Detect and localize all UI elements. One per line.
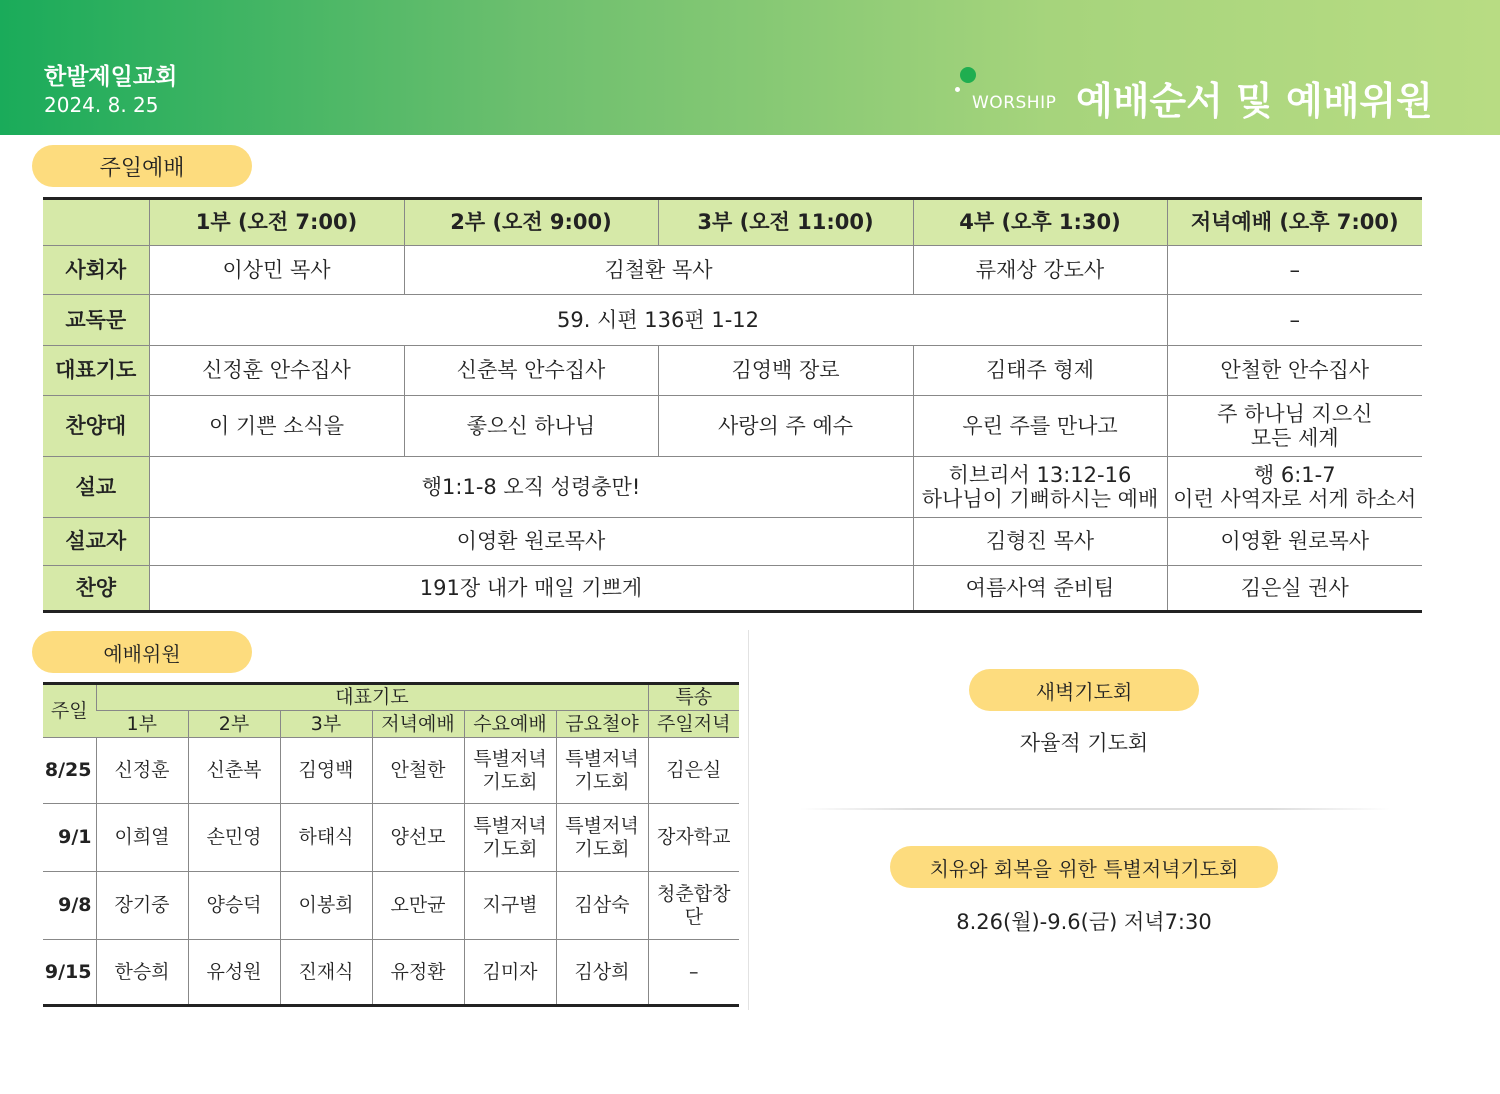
cell: 김미자 — [464, 940, 556, 1006]
cell-line: 히브리서 13:12-16 — [948, 462, 1132, 487]
table-row — [43, 872, 739, 940]
header-special: 특송 — [648, 684, 739, 711]
table-row — [43, 246, 1422, 295]
cell — [1167, 457, 1422, 518]
cell-line: 행 6:1-7 — [1253, 462, 1336, 487]
sunday-worship-label: 주일예배 — [32, 145, 252, 187]
special-prayer-text: 8.26(월)-9.6(금) 저녁7:30 — [956, 910, 1212, 934]
cell-line: 모든 세계 — [1250, 426, 1339, 450]
cell: 양선모 — [372, 804, 464, 872]
cell: 손민영 — [188, 804, 280, 872]
col-header-3: 3부 (오전 11:00) — [658, 199, 913, 246]
row-label-leader: 사회자 — [43, 246, 149, 295]
col-header: 수요예배 — [464, 711, 556, 738]
cell: – — [1167, 246, 1422, 295]
row-date: 9/1 — [43, 804, 96, 872]
cell: 김형진 목사 — [913, 518, 1167, 566]
committee-label: 예배위원 — [32, 631, 252, 673]
table-row — [43, 518, 1422, 566]
col-header: 2부 — [188, 711, 280, 738]
row-label-prayer: 대표기도 — [43, 346, 149, 396]
col-header: 금요철야 — [556, 711, 648, 738]
table-row — [43, 566, 1422, 612]
cell: 신춘복 — [188, 738, 280, 804]
cell: 유성원 — [188, 940, 280, 1006]
cell-line: 특별저녁 — [473, 814, 547, 837]
cell: 191장 내가 매일 기쁘게 — [149, 566, 913, 612]
cell: 김은실 권사 — [1167, 566, 1422, 612]
header-banner — [0, 0, 1500, 135]
committee-table — [43, 682, 739, 1007]
cell: 좋으신 하나님 — [404, 396, 658, 457]
page-title: 예배순서 및 예배위원 — [1076, 79, 1433, 123]
cell: 지구별 — [464, 872, 556, 940]
col-header: 저녁예배 — [372, 711, 464, 738]
bulletin-date: 2024. 8. 25 — [44, 93, 159, 117]
row-date: 8/25 — [43, 738, 96, 804]
cell: 김태주 형제 — [913, 346, 1167, 396]
cell-line: 기도회 — [482, 837, 538, 860]
white-dot-icon — [955, 87, 960, 92]
cell: 김영백 — [280, 738, 372, 804]
cell — [913, 457, 1167, 518]
cell: 이봉희 — [280, 872, 372, 940]
horizontal-divider — [800, 808, 1390, 810]
col-header: 1부 — [96, 711, 188, 738]
cell: 유정환 — [372, 940, 464, 1006]
cell: 이영환 원로목사 — [149, 518, 913, 566]
cell-line: 하나님이 기뻐하시는 예배 — [921, 487, 1159, 511]
table-row — [43, 457, 1422, 518]
cell-line: 기도회 — [574, 770, 630, 793]
cell — [556, 738, 648, 804]
table-row — [43, 738, 739, 804]
cell-line: 특별저녁 — [565, 747, 639, 770]
cell: 사랑의 주 예수 — [658, 396, 913, 457]
table-row — [43, 346, 1422, 396]
cell: 양승덕 — [188, 872, 280, 940]
green-dot-icon — [960, 67, 976, 83]
cell: 장자학교 — [648, 804, 739, 872]
col-header-1: 1부 (오전 7:00) — [149, 199, 404, 246]
cell: 진재식 — [280, 940, 372, 1006]
cell: 김철환 목사 — [404, 246, 913, 295]
header-sunday: 주일 — [43, 684, 96, 738]
table-row — [43, 396, 1422, 457]
cell: – — [1167, 295, 1422, 346]
cell: 김영백 장로 — [658, 346, 913, 396]
row-date: 9/15 — [43, 940, 96, 1006]
row-label-preacher: 설교자 — [43, 518, 149, 566]
cell — [464, 738, 556, 804]
col-header-5: 저녁예배 (오후 7:00) — [1167, 199, 1422, 246]
dawn-prayer-label: 새벽기도회 — [969, 669, 1199, 711]
cell: – — [648, 940, 739, 1006]
vertical-divider — [748, 630, 749, 1010]
row-label-choir: 찬양대 — [43, 396, 149, 457]
row-date: 9/8 — [43, 872, 96, 940]
row-label-hymn: 찬양 — [43, 566, 149, 612]
cell — [464, 804, 556, 872]
cell: 신정훈 안수집사 — [149, 346, 404, 396]
worship-label-en: WORSHIP — [972, 93, 1057, 113]
cell: 신춘복 안수집사 — [404, 346, 658, 396]
table-row — [43, 940, 739, 1006]
corner-cell — [43, 199, 149, 246]
cell — [1167, 396, 1422, 457]
cell-line: 특별저녁 — [565, 814, 639, 837]
col-header: 주일저녁 — [648, 711, 739, 738]
table-row — [43, 295, 1422, 346]
header-prayer: 대표기도 — [96, 684, 648, 711]
cell: 하태식 — [280, 804, 372, 872]
cell: 이희열 — [96, 804, 188, 872]
cell: 59. 시편 136편 1-12 — [149, 295, 1167, 346]
cell: 우린 주를 만나고 — [913, 396, 1167, 457]
cell: 안철한 — [372, 738, 464, 804]
sunday-worship-table — [43, 197, 1422, 613]
cell: 류재상 강도사 — [913, 246, 1167, 295]
row-label-sermon: 설교 — [43, 457, 149, 518]
cell-line: 특별저녁 — [473, 747, 547, 770]
cell: 신정훈 — [96, 738, 188, 804]
cell: 여름사역 준비팀 — [913, 566, 1167, 612]
special-prayer-label: 치유와 회복을 위한 특별저녁기도회 — [890, 846, 1278, 888]
col-header-2: 2부 (오전 9:00) — [404, 199, 658, 246]
cell: 안철한 안수집사 — [1167, 346, 1422, 396]
row-label-reading: 교독문 — [43, 295, 149, 346]
cell-line: 주 하나님 지으신 — [1217, 401, 1373, 426]
cell: 한승희 — [96, 940, 188, 1006]
cell: 행1:1-8 오직 성령충만! — [149, 457, 913, 518]
cell: 장기중 — [96, 872, 188, 940]
table-row — [43, 804, 739, 872]
col-header: 3부 — [280, 711, 372, 738]
cell-line: 기도회 — [574, 837, 630, 860]
col-header-4: 4부 (오후 1:30) — [913, 199, 1167, 246]
dawn-prayer-text: 자율적 기도회 — [1019, 731, 1149, 755]
cell-line: 이런 사역자로 서게 하소서 — [1173, 487, 1417, 511]
cell: 김삼숙 — [556, 872, 648, 940]
cell: 김상희 — [556, 940, 648, 1006]
cell: 청춘합창단 — [648, 872, 739, 940]
cell: 이 기쁜 소식을 — [149, 396, 404, 457]
church-name: 한밭제일교회 — [44, 64, 178, 90]
cell-line: 기도회 — [482, 770, 538, 793]
cell: 이상민 목사 — [149, 246, 404, 295]
cell: 오만균 — [372, 872, 464, 940]
cell: 김은실 — [648, 738, 739, 804]
cell — [556, 804, 648, 872]
cell: 이영환 원로목사 — [1167, 518, 1422, 566]
